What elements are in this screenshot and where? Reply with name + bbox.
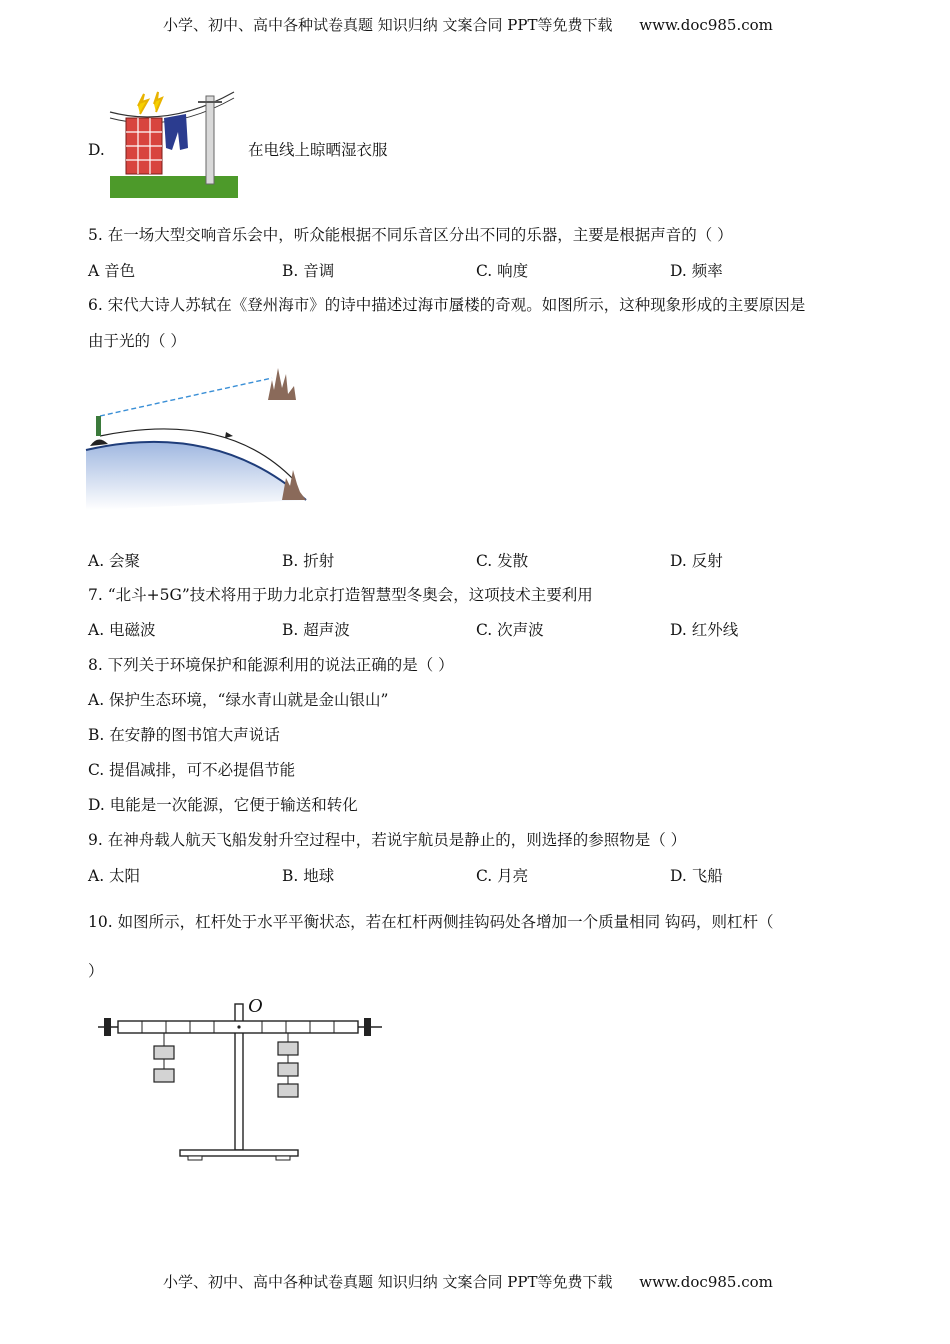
q4-option-d-letter: D. <box>88 141 105 159</box>
q6-option-a[interactable]: A. 会聚 <box>88 552 141 570</box>
pivot-label: O <box>248 995 263 1017</box>
q9-option-b[interactable]: B. 地球 <box>282 867 335 885</box>
footer-url[interactable]: www.doc985.com <box>639 1273 773 1291</box>
q10-stem-line2: ） <box>88 962 104 980</box>
q6-stem-line1: 6. 宋代大诗人苏轼在《登州海市》的诗中描述过海市蜃楼的奇观。如图所示，这种现象形成的主要原因是 <box>88 296 806 314</box>
q9-stem: 9. 在神舟载人航天飞船发射升空过程中，若说宇航员是静止的，则选择的参照物是（ ） <box>88 831 687 849</box>
q9-option-d[interactable]: D. 飞船 <box>670 867 723 885</box>
page-header <box>163 14 773 35</box>
q6-option-d[interactable]: D. 反射 <box>670 552 723 570</box>
footer-text: 小学、初中、高中各种试卷真题 知识归纳 文案合同 PPT等免费下载 <box>163 1273 613 1291</box>
lever-balance-diagram <box>92 994 387 1166</box>
q6-stem-line2: 由于光的（ ） <box>88 332 186 350</box>
q10-stem-line1: 10. 如图所示，杠杆处于水平平衡状态，若在杠杆两侧挂钩码处各增加一个质量相同 钩码，则杠杆（ <box>88 913 774 931</box>
q8-stem: 8. 下列关于环境保护和能源利用的说法正确的是（ ） <box>88 656 454 674</box>
q4-option-d-text: 在电线上晾晒湿衣服 <box>248 141 388 159</box>
q7-option-a[interactable]: A. 电磁波 <box>88 621 156 639</box>
q5-option-d[interactable]: D. 频率 <box>670 262 723 280</box>
q6-option-b[interactable]: B. 折射 <box>282 552 335 570</box>
q5-option-c[interactable]: C. 响度 <box>476 262 529 280</box>
q7-stem: 7. “北斗+5G”技术将用于助力北京打造智慧型冬奥会，这项技术主要利用 <box>88 586 593 604</box>
header-text: 小学、初中、高中各种试卷真题 知识归纳 文案合同 PPT等免费下载 <box>163 16 613 34</box>
q5-option-b[interactable]: B. 音调 <box>282 262 335 280</box>
q7-option-d[interactable]: D. 红外线 <box>670 621 739 639</box>
q9-option-a[interactable]: A. 太阳 <box>88 867 141 885</box>
q7-option-c[interactable]: C. 次声波 <box>476 621 544 639</box>
q8-option-a[interactable]: A. 保护生态环境，“绿水青山就是金山银山” <box>88 691 389 709</box>
q5-option-a[interactable]: A 音色 <box>88 262 136 280</box>
q6-option-c[interactable]: C. 发散 <box>476 552 529 570</box>
laundry-on-powerline-illustration <box>110 88 240 200</box>
q7-option-b[interactable]: B. 超声波 <box>282 621 350 639</box>
page-footer <box>163 1271 773 1292</box>
q5-stem: 5. 在一场大型交响音乐会中，听众能根据不同乐音区分出不同的乐器，主要是根据声音的（ ） <box>88 226 733 244</box>
mirage-diagram <box>86 360 316 510</box>
q8-option-b[interactable]: B. 在安静的图书馆大声说话 <box>88 726 280 744</box>
q8-option-c[interactable]: C. 提倡减排，可不必提倡节能 <box>88 761 296 779</box>
q8-option-d[interactable]: D. 电能是一次能源，它便于输送和转化 <box>88 796 358 814</box>
q9-option-c[interactable]: C. 月亮 <box>476 867 529 885</box>
header-url[interactable]: www.doc985.com <box>639 16 773 34</box>
